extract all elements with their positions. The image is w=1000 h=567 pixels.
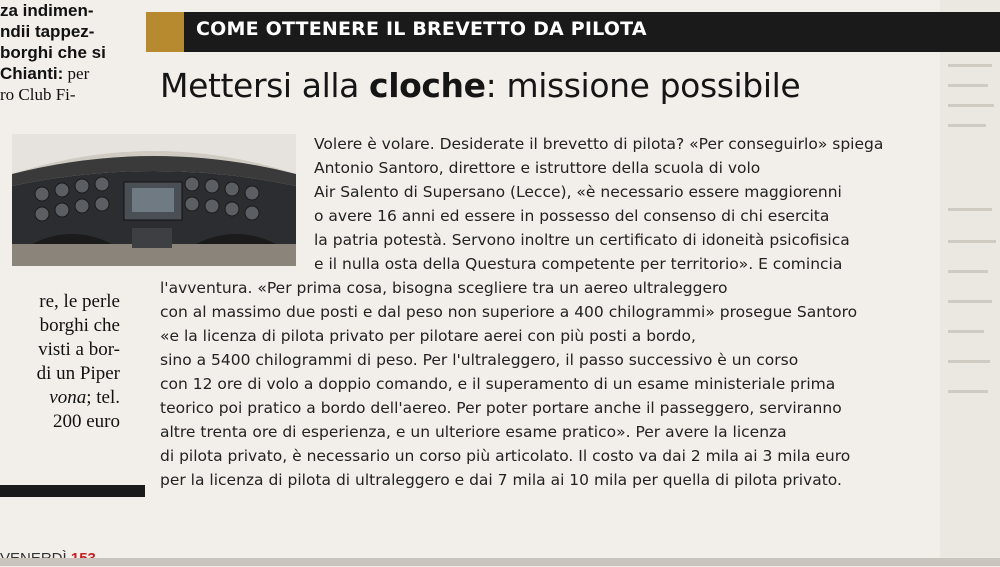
adjacent-page-column <box>940 0 1000 566</box>
article-kicker: COME OTTENERE IL BREVETTO DA PILOTA <box>196 18 647 40</box>
headline-part: : missione possibile <box>485 66 801 105</box>
previous-article-column <box>0 0 128 566</box>
body-line: per la licenza di pilota di ultraleggero e dai 7 mila ai 10 mila per quella di pilota privato. <box>160 471 842 489</box>
article-headline <box>160 66 800 105</box>
left-text-line: borghi che <box>39 315 120 336</box>
left-italic-fragment: vona <box>49 387 87 408</box>
faded-text-line <box>948 360 990 363</box>
body-line: con al massimo due posti e dal peso non superiore a 400 chilogrammi» prosegue Santoro <box>160 303 858 321</box>
left-text-line: re, le perle <box>39 291 120 312</box>
faded-text-line <box>948 208 992 211</box>
left-text-line: ndii tappez- <box>0 22 95 41</box>
faded-text-line <box>948 390 988 393</box>
faded-text-line <box>948 240 996 243</box>
headline-bold: cloche <box>369 66 486 105</box>
body-line: teorico poi pratico a bordo dell'aereo. Per poter portare anche il passeggero, serviranno <box>160 399 842 417</box>
faded-text-line <box>948 300 992 303</box>
cockpit-illustration <box>12 134 296 266</box>
left-text-line: 200 euro <box>52 411 120 432</box>
left-text-line: borghi che si <box>0 43 106 62</box>
left-text-line <box>0 386 120 410</box>
left-text-line <box>0 63 128 84</box>
body-line: Air Salento di Supersano (Lecce), «è necessario essere maggiorenni <box>314 183 842 201</box>
faded-text-line <box>948 270 988 273</box>
headline-part: Mettersi alla <box>160 66 370 105</box>
body-line: di pilota privato, è necessario un corso più articolato. Il costo va dai 2 mila ai 3 mila euro <box>160 447 851 465</box>
left-text-fragment: ; tel. <box>86 387 120 408</box>
previous-article-bottom <box>0 290 128 434</box>
faded-text-line <box>948 64 992 67</box>
left-text-line: za indimen- <box>0 1 94 20</box>
section-divider-rule <box>0 485 145 497</box>
body-line: Antonio Santoro, direttore e istruttore della scuola di volo <box>314 159 761 177</box>
body-line: sino a 5400 chilogrammi di peso. Per l'ultraleggero, il passo successivo è un corso <box>160 351 799 369</box>
left-text-line: di un Piper <box>36 363 120 384</box>
body-line: l'avventura. «Per prima cosa, bisogna scegliere tra un aereo ultraleggero <box>160 279 728 297</box>
body-line: o avere 16 anni ed essere in possesso del consenso di chi esercita <box>314 207 830 225</box>
body-line: la patria potestà. Servono inoltre un certificato di idoneità psicofisica <box>314 231 850 249</box>
faded-text-line <box>948 104 994 107</box>
cockpit-photo <box>12 134 296 266</box>
faded-text-line <box>948 84 988 87</box>
body-line: altre trenta ore di esperienza, e un ulteriore esame pratico». Per avere la licenza <box>160 423 787 441</box>
body-line: Volere è volare. Desiderate il brevetto di pilota? «Per conseguirlo» spiega <box>314 135 884 153</box>
header-accent-block <box>146 12 184 52</box>
page-bottom-strip <box>0 558 1000 566</box>
body-line: e il nulla osta della Questura competente per territorio». E comincia <box>314 255 843 273</box>
left-bold-fragment: Chianti: <box>0 64 64 83</box>
previous-article-top <box>0 0 128 105</box>
body-line: con 12 ore di volo a doppio comando, e il superamento di un esame ministeriale prima <box>160 375 836 393</box>
left-text-line: ro Club Fi- <box>0 85 76 104</box>
left-text-line: visti a bor- <box>38 339 120 360</box>
faded-text-line <box>948 124 986 127</box>
faded-text-line <box>948 330 984 333</box>
body-line: «e la licenza di pilota privato per pilotare aerei con più posti a bordo, <box>160 327 696 345</box>
left-text-fragment: per <box>63 64 90 83</box>
